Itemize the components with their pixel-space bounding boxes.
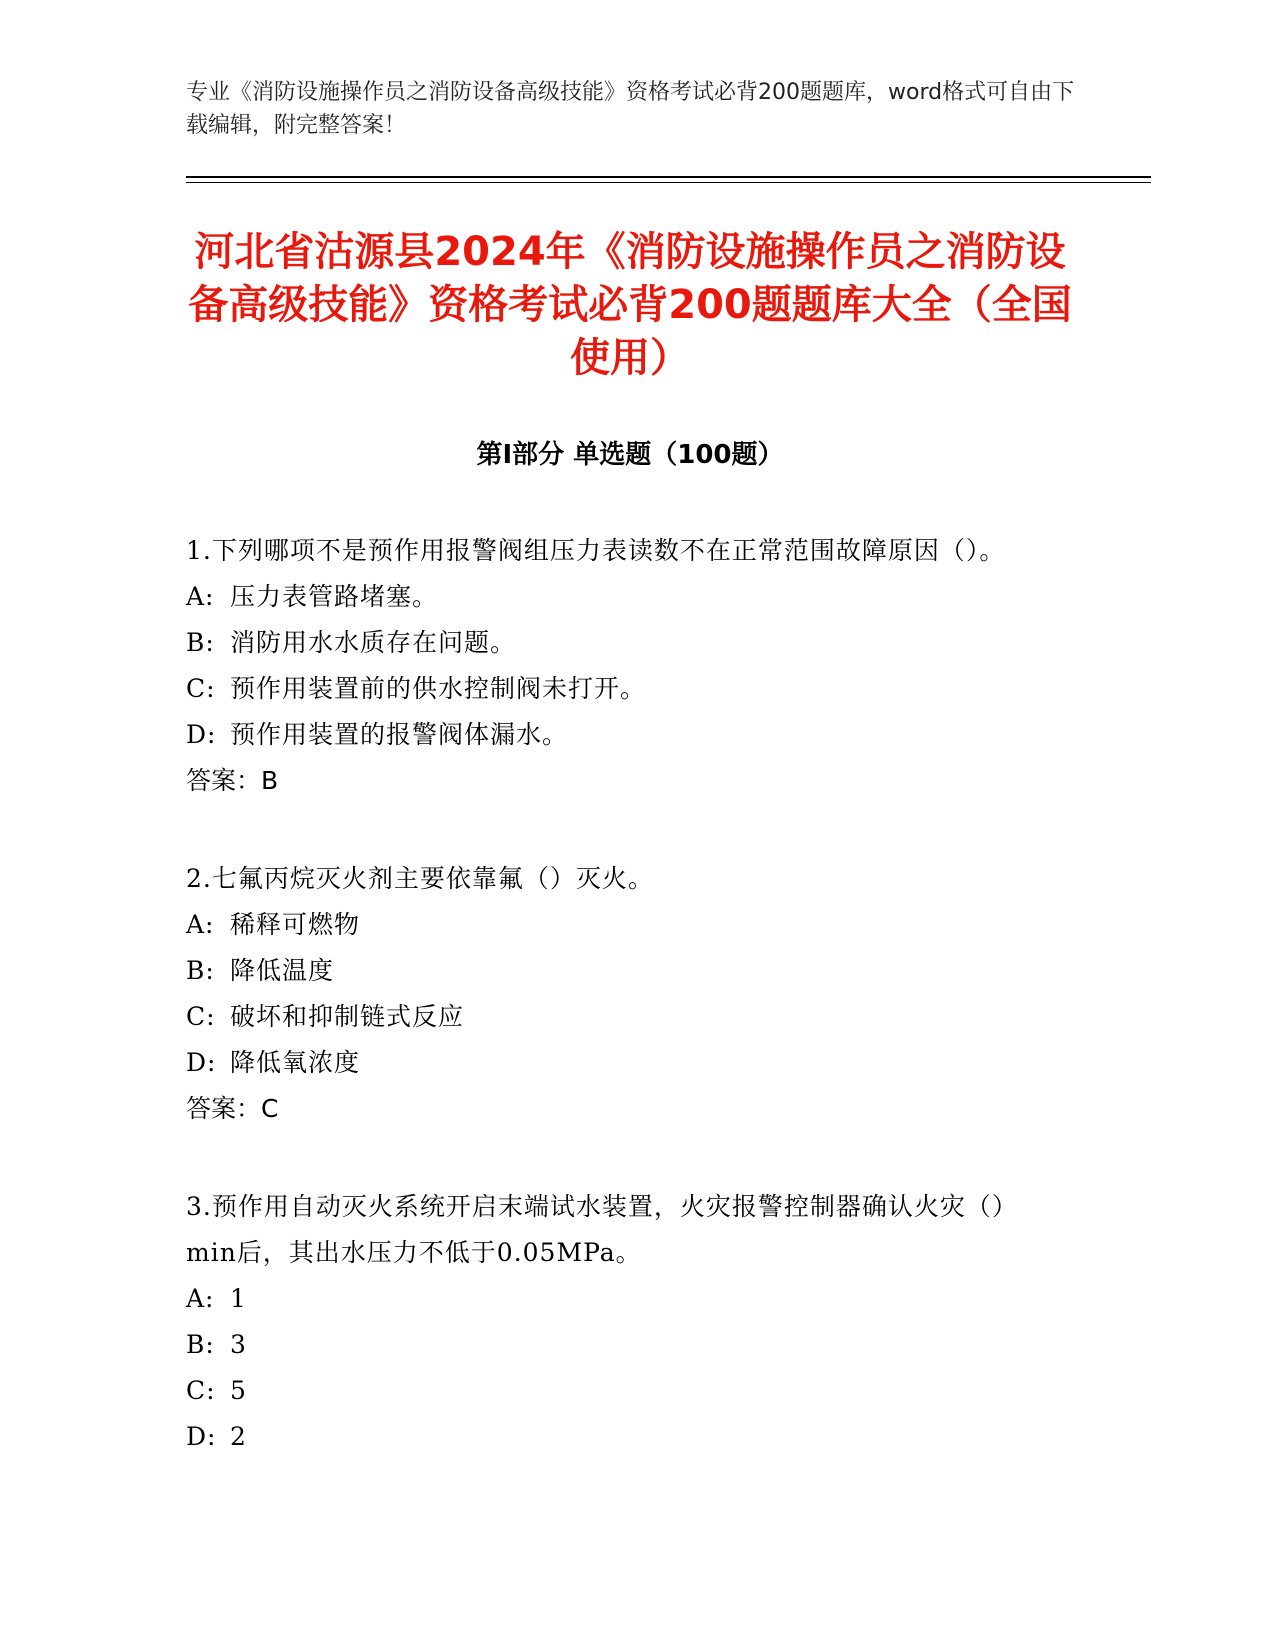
option-text: 2 [230,1422,247,1451]
question-stem: 3.预作用自动灭火系统开启末端试水装置，火灾报警控制器确认火灾（）min后，其出水压力不低于0.05MPa。 [186,1192,1018,1267]
option-text: 消防用水水质存在问题。 [230,628,517,657]
option-b [186,1322,1066,1368]
header-divider-thin [186,182,1151,183]
option-key: A: [186,1284,215,1313]
option-d [186,712,1066,758]
option-text: 稀释可燃物 [230,910,361,939]
document-page [186,0,1156,1650]
option-c [186,666,1066,712]
option-text: 5 [230,1376,247,1405]
option-d [186,1414,1066,1460]
option-key: C: [186,1002,216,1031]
answer: 答案：C [186,1094,279,1123]
option-key: B: [186,1330,215,1359]
option-text: 破坏和抑制链式反应 [230,1002,465,1031]
option-text: 3 [230,1330,247,1359]
option-key: A: [186,910,215,939]
option-a [186,574,1066,620]
option-text: 预作用装置前的供水控制阀未打开。 [230,674,647,703]
document-title: 河北省沽源县2024年《消防设施操作员之消防设备高级技能》资格考试必背200题题库大全（全国使用） [188,229,1072,381]
header-divider-thick [186,176,1151,178]
question-list [186,528,1066,1512]
question-stem: 1.下列哪项不是预作用报警阀组压力表读数不在正常范围故障原因（）。 [186,536,1006,565]
option-c [186,1368,1066,1414]
option-key: C: [186,1376,216,1405]
option-c [186,994,1066,1040]
option-key: D: [186,1048,217,1077]
option-text: 1 [230,1284,247,1313]
option-key: B: [186,628,215,657]
question-1 [186,528,1066,804]
option-text: 降低氧浓度 [230,1048,361,1077]
question-2 [186,856,1066,1132]
question-stem: 2.七氟丙烷灭火剂主要依靠氟（）灭火。 [186,864,654,893]
answer: 答案：B [186,766,279,795]
option-a [186,1276,1066,1322]
option-text: 压力表管路堵塞。 [230,582,439,611]
header-note: 专业《消防设施操作员之消防设备高级技能》资格考试必背200题题库，word格式可自由下载编辑，附完整答案！ [186,80,1075,138]
option-d [186,1040,1066,1086]
option-b [186,620,1066,666]
option-key: A: [186,582,215,611]
question-3 [186,1184,1066,1460]
option-key: D: [186,1422,217,1451]
option-text: 预作用装置的报警阀体漏水。 [230,720,569,749]
section-title: 第I部分 单选题（100题） [476,440,784,470]
option-b [186,948,1066,994]
option-text: 降低温度 [230,956,335,985]
option-key: C: [186,674,216,703]
option-key: B: [186,956,215,985]
option-a [186,902,1066,948]
option-key: D: [186,720,217,749]
